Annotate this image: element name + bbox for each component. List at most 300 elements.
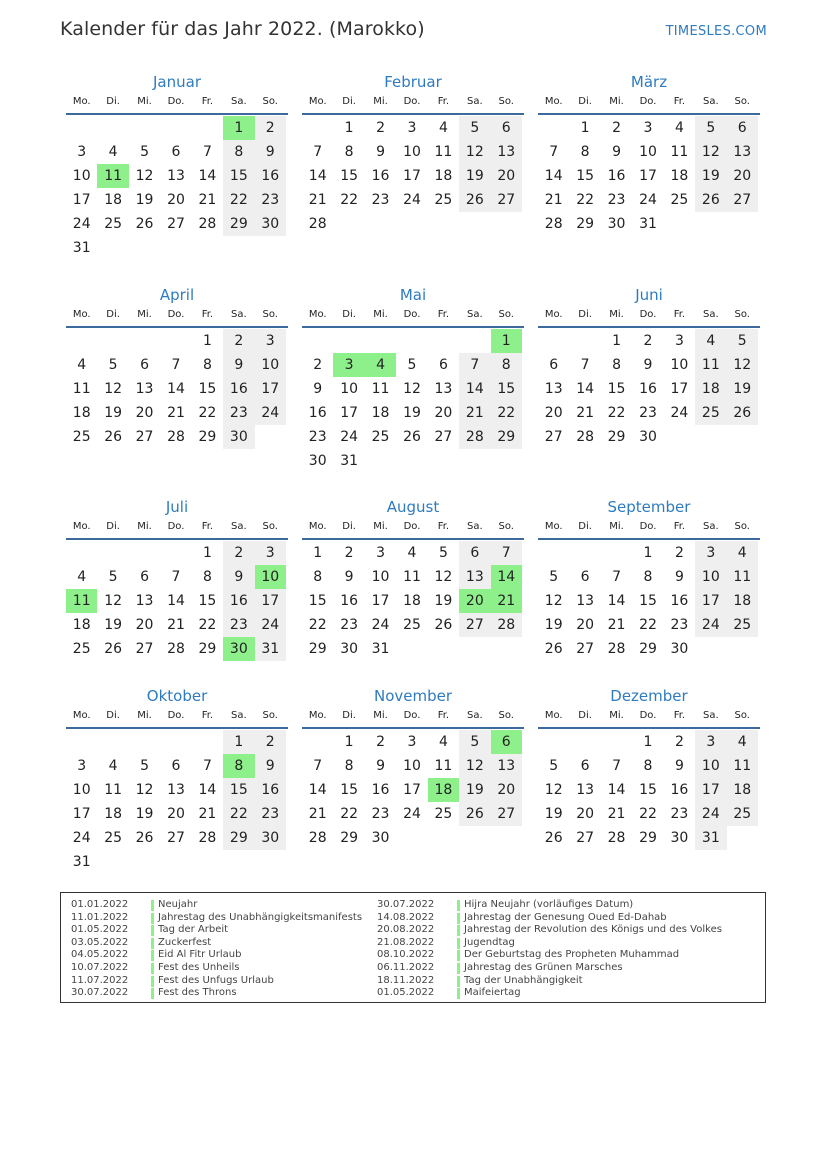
weekday-label: Fr. [437,309,450,320]
weekday-label: Mi. [137,521,152,532]
month-name: Februar [384,73,442,91]
empty-day-cell [538,541,569,565]
day-cell: 13 [491,140,522,164]
day-cell: 12 [544,782,563,798]
day-cell: 7 [313,144,323,160]
day-cell: 18 [72,617,91,633]
day-cell: 5 [549,569,559,585]
weekday-label: Sa. [466,309,483,320]
day-cell: 24 [639,192,657,208]
day-grid [66,116,286,260]
day-cell: 5 [407,357,417,373]
day-cell: 22 [607,405,626,421]
day-cell: 3 [77,758,87,774]
day-cell: 20 [459,589,490,613]
empty-day-cell [302,730,333,754]
day-cell: 8 [223,754,254,778]
weekday-label: Di. [578,710,592,721]
day-cell: 4 [674,120,684,136]
day-cell: 21 [459,401,490,425]
day-cell: 25 [403,617,421,633]
day-cell: 16 [255,164,286,188]
day-cell: 5 [549,758,559,774]
legend-holiday-name: Zuckerfest [158,936,212,948]
empty-day-cell [302,329,333,353]
month-block [66,686,288,874]
day-cell: 25 [727,613,758,637]
empty-day-cell [66,541,97,565]
day-cell: 23 [255,188,286,212]
day-cell: 24 [695,613,726,637]
day-cell: 2 [674,734,684,750]
day-cell: 4 [77,357,87,373]
weekday-label: Di. [106,710,120,721]
day-cell: 29 [198,641,217,657]
day-cell: 31 [371,641,390,657]
site-link[interactable]: TIMESLES.COM [665,24,767,39]
empty-day-cell [97,541,128,565]
day-cell: 17 [695,589,726,613]
weekday-label: Sa. [702,710,719,721]
day-cell: 27 [167,216,185,232]
day-cell: 17 [72,192,91,208]
day-cell: 28 [198,830,217,846]
day-cell: 25 [434,192,453,208]
day-cell: 14 [308,782,327,798]
day-cell: 6 [140,357,150,373]
day-cell: 26 [727,401,758,425]
day-cell: 30 [255,826,286,850]
day-cell: 20 [576,617,595,633]
day-grid [302,541,522,661]
day-cell: 29 [308,641,327,657]
holiday-marker-icon [457,938,460,949]
day-cell: 28 [167,641,185,657]
day-cell: 6 [580,758,590,774]
day-cell: 15 [198,593,217,609]
day-cell: 15 [491,377,522,401]
day-cell: 16 [670,782,689,798]
weekday-label: Fr. [673,309,686,320]
day-grid [302,116,522,236]
day-cell: 3 [255,541,286,565]
day-cell: 1 [612,333,622,349]
day-cell: 17 [371,593,390,609]
day-cell: 1 [344,120,354,136]
empty-day-cell [160,329,191,353]
day-cell: 10 [255,353,286,377]
holiday-marker-icon [457,988,460,999]
day-cell: 19 [544,617,563,633]
day-cell: 9 [376,144,386,160]
holiday-marker-icon [457,950,460,961]
day-cell: 9 [223,565,254,589]
day-cell: 2 [612,120,622,136]
day-cell: 27 [459,613,490,637]
legend-row [377,924,722,937]
weekday-label: Fr. [201,309,214,320]
day-cell: 16 [371,168,390,184]
day-grid [66,541,286,661]
day-cell: 27 [167,830,185,846]
month-block [302,686,524,850]
day-cell: 2 [255,730,286,754]
day-cell: 15 [607,381,626,397]
day-cell: 23 [371,806,390,822]
day-cell: 13 [727,140,758,164]
day-cell: 28 [459,425,490,449]
empty-day-cell [601,730,632,754]
day-cell: 10 [639,144,657,160]
day-cell: 15 [223,778,254,802]
empty-day-cell [97,329,128,353]
weekday-label: Di. [106,96,120,107]
weekday-label: Mo. [72,96,91,107]
day-cell: 10 [403,144,421,160]
weekday-label: Sa. [466,521,483,532]
day-cell: 15 [223,164,254,188]
day-cell: 17 [403,168,421,184]
day-cell: 6 [171,144,181,160]
weekday-header [538,93,760,115]
weekday-label: Di. [106,521,120,532]
day-cell: 19 [459,778,490,802]
month-name: Januar [153,73,201,91]
day-cell: 3 [695,541,726,565]
day-cell: 18 [434,168,453,184]
weekday-label: So. [734,96,750,107]
month-block [66,497,288,661]
day-cell: 18 [670,168,689,184]
day-cell: 9 [255,754,286,778]
day-grid [538,329,758,449]
weekday-label: Mi. [137,309,152,320]
day-cell: 14 [491,565,522,589]
day-cell: 21 [491,589,522,613]
day-cell: 3 [255,329,286,353]
weekday-label: So. [734,309,750,320]
day-cell: 24 [403,806,421,822]
day-cell: 19 [403,405,421,421]
day-cell: 24 [340,429,359,445]
day-cell: 6 [459,541,490,565]
weekday-header [302,518,524,540]
day-cell: 11 [670,144,689,160]
day-cell: 20 [167,806,185,822]
day-cell: 26 [403,429,421,445]
day-cell: 30 [639,429,657,445]
day-cell: 27 [434,429,453,445]
day-cell: 30 [371,830,390,846]
weekday-header [66,518,288,540]
day-cell: 17 [255,589,286,613]
legend-date: 11.07.2022 [71,974,129,986]
weekday-label: Fr. [201,521,214,532]
legend-row [377,899,722,912]
weekday-label: So. [262,710,278,721]
empty-day-cell [192,730,223,754]
day-cell: 19 [727,377,758,401]
weekday-label: Sa. [230,521,247,532]
day-cell: 10 [695,754,726,778]
day-cell: 30 [223,425,254,449]
weekday-label: So. [734,521,750,532]
day-cell: 16 [371,782,390,798]
weekday-label: Mo. [72,710,91,721]
day-cell: 1 [643,734,653,750]
day-cell: 21 [607,806,626,822]
day-cell: 25 [695,401,726,425]
legend-date: 20.08.2022 [377,924,435,936]
month-block [538,686,760,850]
day-cell: 24 [403,192,421,208]
day-cell: 11 [434,144,453,160]
day-cell: 6 [491,116,522,140]
legend-holiday-name: Der Geburtstag des Propheten Muhammad [464,949,680,961]
day-cell: 20 [576,806,595,822]
day-cell: 5 [108,357,118,373]
day-cell: 17 [72,806,91,822]
day-cell: 17 [639,168,657,184]
day-cell: 21 [167,405,185,421]
day-cell: 26 [135,216,154,232]
day-cell: 22 [223,188,254,212]
day-cell: 11 [66,589,97,613]
empty-day-cell [538,329,569,353]
weekday-label: Di. [342,710,356,721]
weekday-label: Mi. [609,309,624,320]
day-cell: 11 [727,565,758,589]
day-cell: 27 [135,429,154,445]
weekday-label: Mi. [373,309,388,320]
legend-holiday-name: Eid Al Fitr Urlaub [158,949,242,961]
day-cell: 28 [308,830,327,846]
weekday-label: Do. [167,521,185,532]
weekday-label: Sa. [702,309,719,320]
day-cell: 30 [223,637,254,661]
weekday-label: Do. [167,309,185,320]
weekday-label: Sa. [230,710,247,721]
day-cell: 26 [104,641,123,657]
day-cell: 7 [491,541,522,565]
holiday-marker-icon [151,963,154,974]
holiday-marker-icon [457,976,460,987]
legend-date: 14.08.2022 [377,911,435,923]
weekday-label: So. [262,96,278,107]
month-block [538,72,760,236]
day-cell: 13 [491,754,522,778]
day-cell: 10 [403,758,421,774]
empty-day-cell [129,541,160,565]
day-cell: 18 [371,405,390,421]
day-cell: 2 [223,541,254,565]
day-cell: 20 [491,778,522,802]
day-cell: 5 [695,116,726,140]
day-cell: 17 [695,778,726,802]
month-name: Mai [399,286,427,304]
day-cell: 9 [223,353,254,377]
day-cell: 16 [670,593,689,609]
weekday-label: Mo. [308,521,327,532]
day-cell: 23 [223,401,254,425]
weekday-label: Sa. [230,96,247,107]
day-grid [66,329,286,449]
weekday-label: Mo. [544,96,563,107]
day-cell: 3 [674,333,684,349]
day-cell: 5 [438,545,448,561]
day-cell: 28 [544,216,563,232]
day-cell: 19 [135,192,154,208]
day-cell: 12 [403,381,421,397]
day-cell: 6 [171,758,181,774]
empty-day-cell [160,541,191,565]
empty-day-cell [66,116,97,140]
empty-day-cell [538,116,569,140]
day-cell: 11 [434,758,453,774]
day-cell: 5 [459,730,490,754]
weekday-label: Sa. [230,309,247,320]
legend-date: 06.11.2022 [377,961,435,973]
day-cell: 9 [313,381,323,397]
weekday-label: Sa. [466,96,483,107]
day-cell: 21 [198,806,217,822]
day-cell: 2 [376,120,386,136]
day-cell: 11 [727,754,758,778]
day-cell: 30 [255,212,286,236]
empty-day-cell [66,730,97,754]
day-cell: 26 [695,188,726,212]
weekday-label: Mo. [308,309,327,320]
day-cell: 24 [72,216,91,232]
day-cell: 13 [135,381,154,397]
day-cell: 13 [576,593,595,609]
weekday-label: Fr. [673,710,686,721]
legend-column-left [71,899,362,1000]
day-cell: 5 [140,144,150,160]
legend-row [377,937,722,950]
day-cell: 12 [104,381,123,397]
weekday-header [538,707,760,729]
legend-date: 01.05.2022 [71,924,129,936]
empty-day-cell [428,329,459,353]
day-cell: 12 [727,353,758,377]
day-cell: 21 [544,192,563,208]
day-cell: 3 [77,144,87,160]
legend-row [377,912,722,925]
day-cell: 14 [544,168,563,184]
weekday-label: Mi. [609,710,624,721]
day-cell: 20 [167,192,185,208]
day-cell: 9 [674,758,684,774]
month-block [66,285,288,449]
day-cell: 20 [434,405,453,421]
day-cell: 18 [104,806,123,822]
weekday-label: Di. [106,309,120,320]
day-cell: 12 [135,782,154,798]
weekday-header [538,518,760,540]
month-block [538,497,760,661]
day-cell: 28 [167,429,185,445]
day-cell: 21 [308,806,327,822]
day-cell: 29 [639,641,657,657]
day-cell: 20 [491,164,522,188]
day-cell: 28 [491,613,522,637]
month-name: Juli [165,498,189,516]
legend-holiday-name: Fest des Unheils [158,961,240,973]
weekday-label: So. [498,309,514,320]
day-cell: 9 [612,144,622,160]
day-cell: 12 [135,168,154,184]
weekday-label: Sa. [702,521,719,532]
day-grid [66,730,286,874]
day-cell: 7 [612,569,622,585]
day-cell: 14 [459,377,490,401]
day-cell: 31 [695,826,726,850]
day-cell: 11 [104,782,123,798]
day-cell: 20 [135,405,154,421]
day-cell: 30 [670,830,689,846]
day-cell: 31 [72,240,91,256]
day-cell: 20 [135,617,154,633]
day-cell: 22 [491,401,522,425]
day-cell: 4 [108,144,118,160]
day-cell: 7 [612,758,622,774]
day-cell: 8 [344,144,354,160]
day-cell: 18 [727,589,758,613]
legend-holiday-name: Fest des Unfugs Urlaub [158,974,274,986]
day-cell: 18 [727,778,758,802]
day-cell: 25 [371,429,390,445]
weekday-label: Mo. [72,309,91,320]
weekday-header [538,306,760,328]
day-cell: 23 [670,806,689,822]
weekday-label: Do. [167,710,185,721]
day-cell: 29 [491,425,522,449]
day-cell: 2 [643,333,653,349]
day-cell: 19 [104,405,123,421]
day-cell: 30 [340,641,359,657]
day-cell: 7 [549,144,559,160]
day-cell: 1 [344,734,354,750]
day-cell: 1 [202,333,212,349]
day-cell: 2 [223,329,254,353]
day-cell: 28 [308,216,327,232]
day-cell: 24 [255,613,286,637]
holiday-marker-icon [151,913,154,924]
weekday-label: Do. [403,309,421,320]
day-cell: 3 [643,120,653,136]
weekday-label: Mi. [137,710,152,721]
legend-holiday-name: Jahrestag der Revolution des Königs und des Volkes [464,924,722,936]
weekday-label: Mo. [544,309,563,320]
weekday-header [66,93,288,115]
empty-day-cell [538,730,569,754]
day-cell: 10 [670,357,689,373]
empty-day-cell [160,116,191,140]
day-cell: 7 [202,144,212,160]
month-block [66,72,288,260]
weekday-label: Mo. [308,96,327,107]
day-cell: 10 [695,565,726,589]
day-cell: 17 [403,782,421,798]
legend-date: 01.01.2022 [71,899,129,910]
day-cell: 25 [104,216,123,232]
day-cell: 16 [255,778,286,802]
weekday-label: Di. [342,521,356,532]
day-cell: 13 [459,565,490,589]
day-cell: 1 [223,730,254,754]
legend-row [71,937,362,950]
